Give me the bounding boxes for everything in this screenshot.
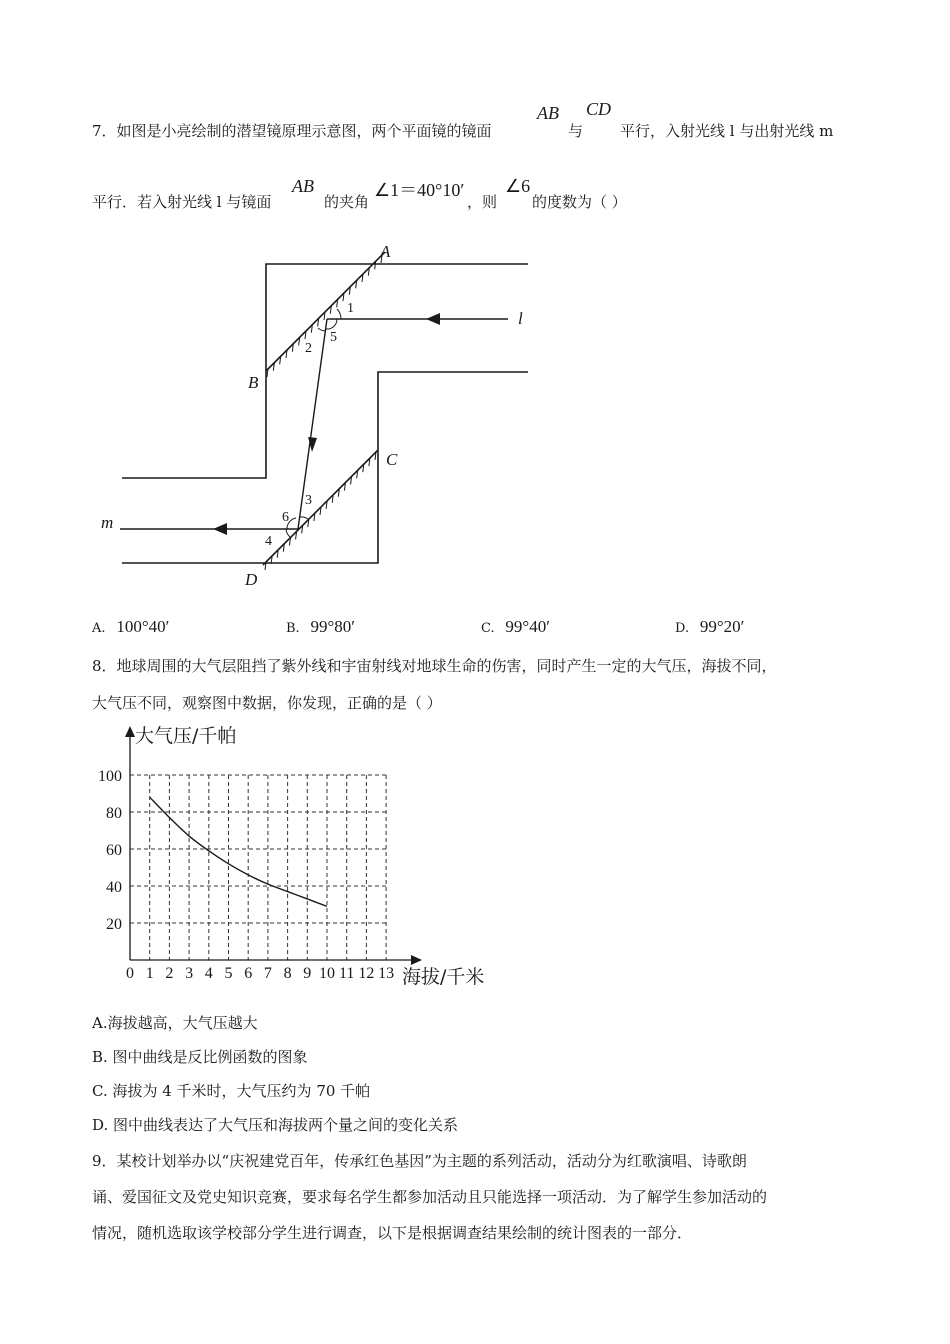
label-angle-1: 1	[347, 301, 354, 316]
angle-arc-2	[318, 328, 325, 331]
chart-y-tick-label: 80	[106, 805, 122, 822]
angle-arc-4	[286, 529, 290, 537]
chart-series-curve	[150, 797, 327, 906]
label-b: B	[248, 373, 259, 392]
label-angle-2: 2	[305, 341, 312, 356]
q7-option-a[interactable]	[92, 617, 169, 637]
angle-arc-5	[326, 319, 337, 329]
q7-option-d[interactable]	[675, 617, 744, 637]
q8-option-d[interactable]: D. 图中曲线表达了大气压和海拔两个量之间的变化关系	[92, 1116, 459, 1134]
chart-x-tick-label: 12	[358, 965, 375, 982]
pressure-chart	[88, 718, 508, 990]
label-d: D	[245, 570, 258, 589]
chart-y-tick-label: 20	[106, 916, 122, 933]
q7-line2-text-b: 的夹角	[324, 193, 370, 211]
chart-y-axis-arrow	[125, 726, 135, 737]
arrow-incident	[426, 313, 440, 325]
q9-line3: 情况，随机选取该学校部分学生进行调查，以下是根据调查结果绘制的统计图表的一部分．	[92, 1224, 693, 1242]
tube-outline-lower	[122, 372, 528, 563]
q7-angle-given: ∠1＝40°10′	[374, 180, 465, 200]
chart-tick-labels	[98, 768, 394, 982]
chart-x-tick-label: 0	[126, 965, 134, 982]
periscope-figure	[90, 232, 540, 594]
q7-seg-ab: AB	[537, 103, 559, 123]
arrow-exit	[213, 523, 227, 535]
chart-x-axis-label: 海拔/千米	[402, 966, 485, 988]
q7-option-c[interactable]	[481, 617, 550, 637]
q9-line2: 诵、爱国征文及党史知识竞赛，要求每名学生都参加活动且只能选择一项活动．为了解学生参加活动的	[92, 1188, 768, 1206]
label-angle-6: 6	[282, 510, 289, 525]
chart-x-tick-label: 6	[244, 965, 253, 982]
label-angle-3: 3	[305, 493, 312, 508]
chart-y-tick-label: 60	[106, 842, 122, 859]
chart-x-tick-label: 8	[283, 965, 292, 982]
q7-line1-text-b: 与	[568, 122, 584, 140]
q8-line1: 8．地球周围的大气层阻挡了紫外线和宇宙射线对地球生命的伤害，同时产生一定的大气压，海拔不同，	[92, 657, 777, 675]
q7-option-b[interactable]	[286, 617, 355, 637]
angle-arc-3	[300, 517, 308, 519]
mirror-ab	[266, 252, 385, 371]
chart-x-tick-label: 2	[165, 965, 174, 982]
q7-line1-text-c: 平行，入射光线 l 与出射光线 m	[620, 122, 834, 140]
label-angle-5: 5	[330, 330, 337, 345]
q8-option-b[interactable]: B. 图中曲线是反比例函数的图象	[92, 1048, 308, 1066]
chart-x-tick-label: 1	[145, 965, 154, 982]
q7-line1-text-a: 7．如图是小亮绘制的潜望镜原理示意图，两个平面镜的镜面	[92, 122, 492, 140]
q7-option-d-letter: D.	[675, 621, 690, 636]
chart-x-tick-label: 7	[263, 965, 272, 982]
chart-x-tick-label: 4	[204, 965, 213, 982]
q7-option-d-value: 99°20′	[699, 617, 745, 636]
label-l: l	[518, 309, 523, 328]
q7-option-b-letter: B.	[286, 621, 300, 636]
tube-outline-upper	[122, 264, 528, 478]
q7-line2-text-a: 平行．若入射光线 l 与镜面	[92, 193, 272, 211]
label-angle-4: 4	[265, 534, 272, 549]
q7-option-a-letter: A.	[92, 621, 106, 636]
q7-seg-cd: CD	[586, 99, 612, 119]
q8-option-a[interactable]: A.海拔越高，大气压越大	[92, 1014, 258, 1032]
chart-x-tick-label: 3	[185, 965, 194, 982]
label-c: C	[386, 450, 398, 469]
q8-option-c[interactable]: C. 海拔为 4 千米时，大气压约为 70 千帕	[92, 1082, 371, 1100]
chart-grid	[130, 775, 386, 960]
angle-arc-1	[337, 309, 341, 319]
q8-line2: 大气压不同，观察图中数据，你发现，正确的是（ ）	[92, 694, 442, 712]
q9-line1: 9．某校计划举办以“庆祝建党百年，传承红色基因”为主题的系列活动，活动分为红歌演唱、诗歌朗	[92, 1152, 747, 1170]
q7-line2-text-d: 的度数为（ ）	[532, 193, 627, 211]
chart-x-axis-arrow	[411, 955, 422, 965]
q7-option-b-value: 99°80′	[310, 617, 355, 636]
q7-line2-seg-ab: AB	[292, 176, 314, 196]
q7-option-c-value: 99°40′	[505, 617, 550, 636]
chart-series	[150, 797, 327, 906]
label-m: m	[101, 513, 114, 532]
q7-option-c-letter: C.	[481, 621, 495, 636]
chart-y-tick-label: 100	[98, 768, 122, 785]
chart-y-tick-label: 40	[106, 879, 122, 896]
q7-line2-text-c: ，则	[467, 193, 498, 211]
chart-x-tick-label: 10	[319, 965, 335, 982]
q7-angle-ask: ∠6	[505, 176, 531, 196]
chart-x-tick-label: 11	[338, 965, 355, 982]
chart-x-tick-label: 9	[303, 965, 312, 982]
label-a: A	[380, 242, 391, 261]
chart-x-tick-label: 5	[224, 965, 233, 982]
chart-y-axis-label: 大气压/千帕	[135, 725, 237, 747]
chart-x-tick-label: 13	[378, 965, 395, 982]
reflected-ray	[298, 319, 327, 529]
q7-option-a-value: 100°40′	[116, 617, 170, 636]
